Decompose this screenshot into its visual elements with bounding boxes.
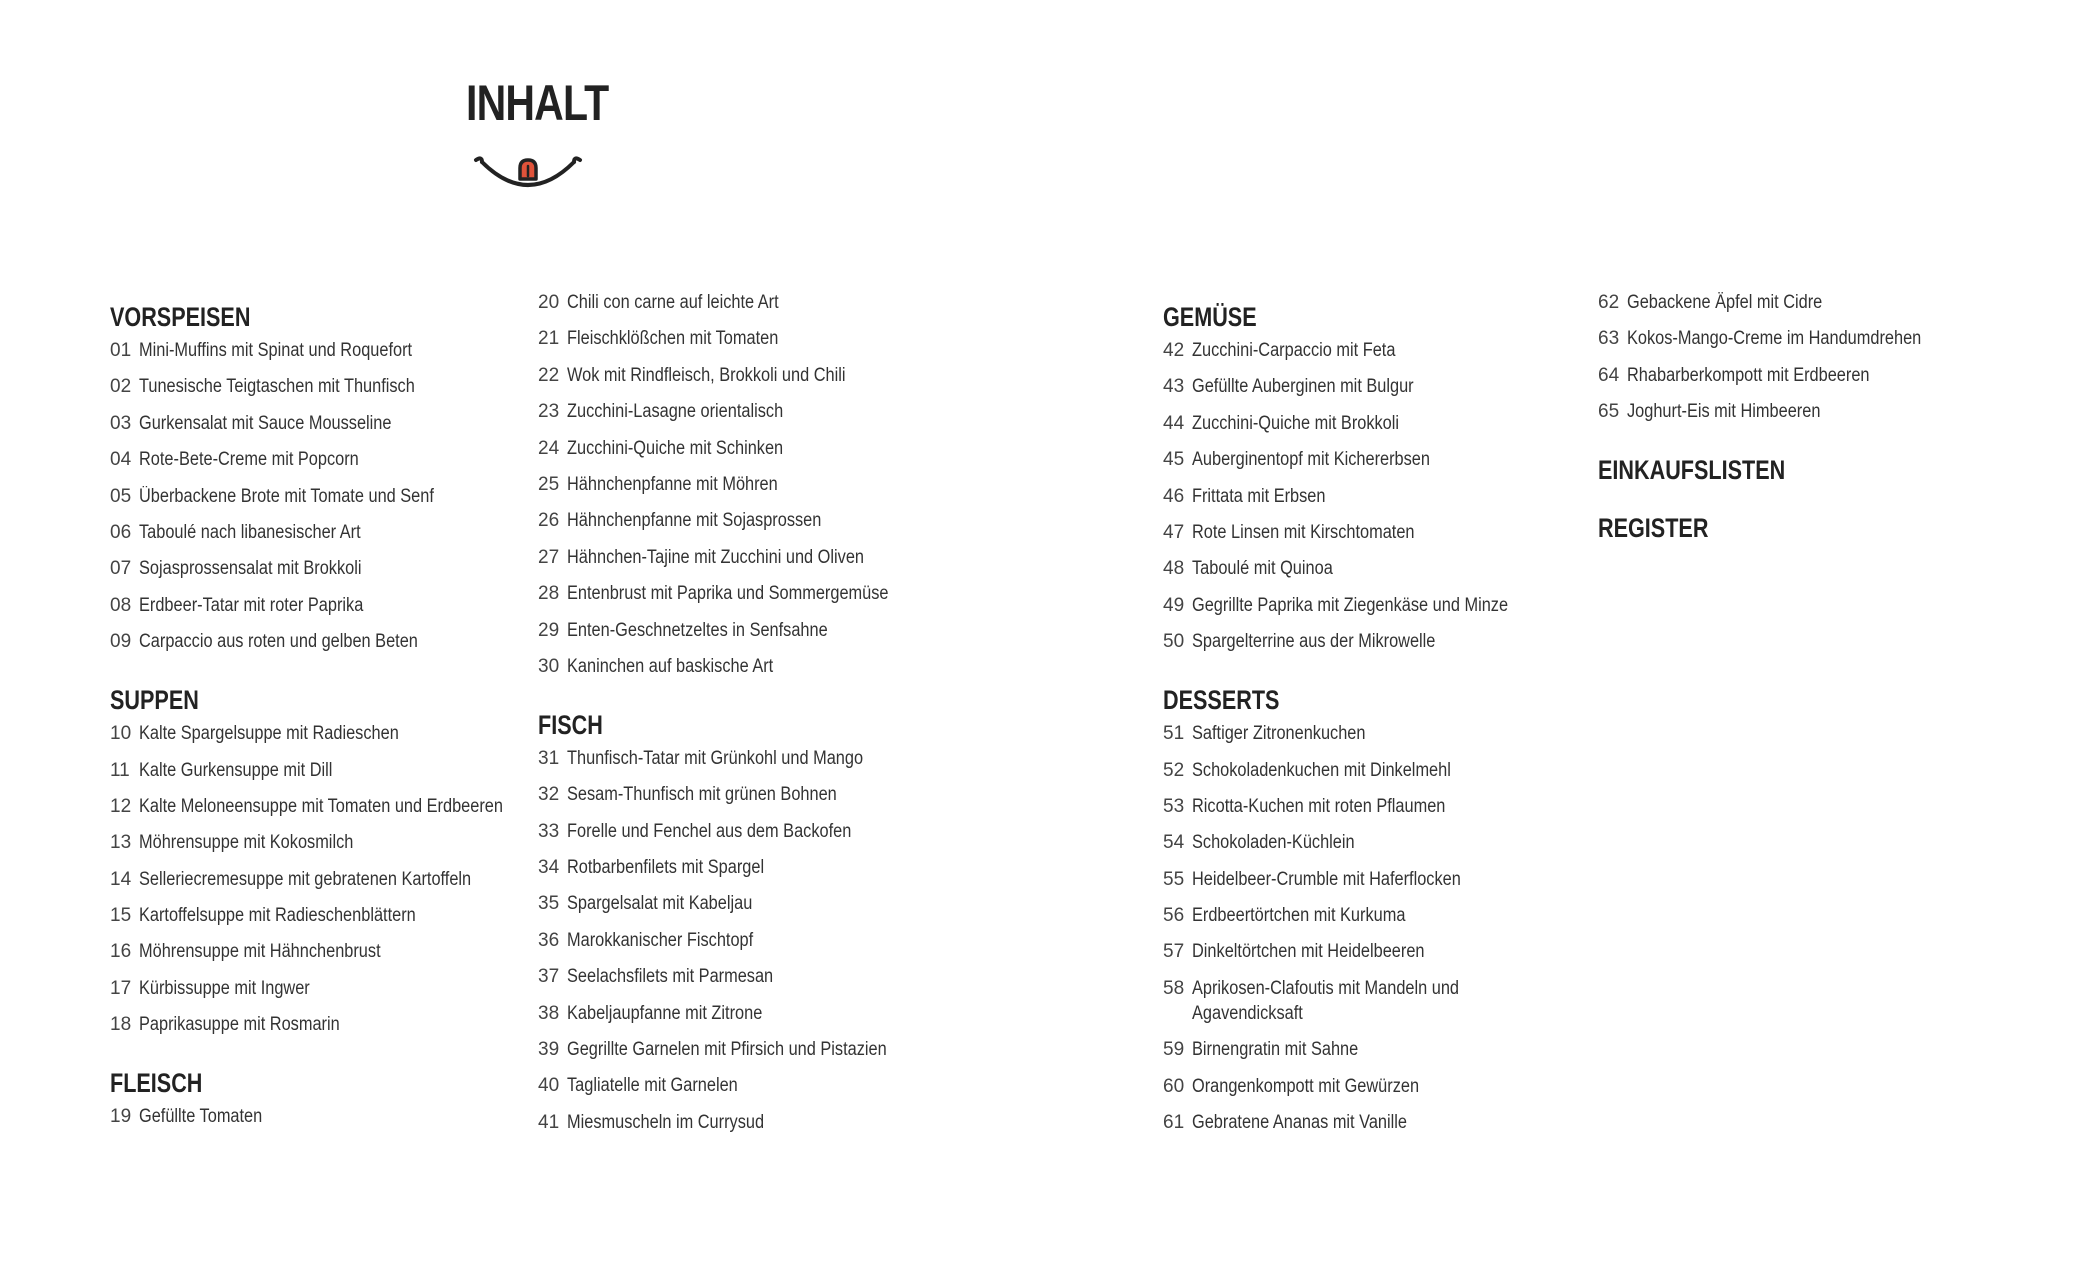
entry-number: 32 [538,784,560,806]
toc-entry[interactable] [110,939,530,964]
entry-number: 03 [110,412,132,434]
toc-entry[interactable] [538,618,958,643]
entry-title: Gurkensalat mit Sauce Mousseline [139,412,392,434]
entry-number: 13 [110,832,132,854]
toc-entry[interactable] [538,855,958,880]
entry-number: 40 [538,1075,560,1097]
entry-title: Überbackene Brote mit Tomate und Senf [139,485,434,507]
toc-column-2 [538,292,958,1162]
entry-title: Mini-Muffins mit Spinat und Roquefort [139,340,413,361]
entry-number: 47 [1163,521,1185,543]
toc-entry[interactable] [538,782,958,807]
toc-entry[interactable] [110,830,530,855]
entry-title: Chili con carne auf leichte Art [567,292,779,313]
toc-entry[interactable] [110,484,530,509]
toc-entry[interactable] [110,867,530,892]
section-vorspeisen [110,298,530,654]
entry-number: 64 [1598,364,1620,386]
entry-title: Thunfisch-Tatar mit Grünkohl und Mango [567,747,864,769]
toc-entry[interactable] [1163,721,1583,746]
section-suppen [110,681,530,1037]
entry-title: Zucchini-Quiche mit Schinken [567,437,784,459]
toc-entry[interactable] [110,903,530,928]
entry-title: Aprikosen-Clafoutis mit Mandeln und Agavendicksaft [1192,977,1460,1024]
entry-number: 16 [110,941,132,963]
entry-title: Dinkeltörtchen mit Heidelbeeren [1192,941,1425,963]
entry-number: 62 [1598,292,1620,313]
section-title: VORSPEISEN [110,302,251,332]
toc-entry[interactable] [538,1110,958,1135]
toc-entry[interactable] [1598,326,2018,351]
toc-entry[interactable] [1163,758,1583,783]
section-fleisch [110,1064,530,1129]
entry-number: 42 [1163,340,1185,361]
entry-title: Heidelbeer-Crumble mit Haferflocken [1192,868,1461,890]
entry-list [538,746,958,1135]
entry-title: Ricotta-Kuchen mit roten Pflaumen [1192,795,1446,817]
entry-number: 09 [110,631,132,653]
entry-number: 37 [538,966,560,988]
section-title: FISCH [538,709,603,740]
toc-entry[interactable] [1163,520,1583,545]
toc-entry[interactable] [1163,629,1583,654]
entry-title: Hähnchen-Tajine mit Zucchini und Oliven [567,546,864,568]
entry-title: Tunesische Teigtaschen mit Thunfisch [139,376,415,398]
toc-entry[interactable] [538,545,958,570]
entry-title: Taboulé nach libanesischer Art [139,521,361,543]
toc-column-3 [1163,298,1583,1162]
entry-number: 52 [1163,759,1185,781]
entry-number: 39 [538,1039,560,1061]
toc-entry[interactable] [538,819,958,844]
entry-number: 45 [1163,449,1185,471]
toc-entry[interactable] [110,411,530,436]
toc-entry[interactable] [110,556,530,581]
entry-title: Gegrillte Paprika mit Ziegenkäse und Minze [1192,594,1509,616]
entry-number: 65 [1598,401,1620,423]
entry-title: Rote Linsen mit Kirschtomaten [1192,521,1415,543]
toc-entry[interactable] [538,472,958,497]
entry-number: 07 [110,558,132,580]
entry-number: 60 [1163,1075,1185,1097]
toc-entry[interactable] [538,363,958,388]
entry-number: 38 [538,1002,560,1024]
entry-number: 35 [538,893,560,915]
entry-list [1163,338,1583,654]
toc-entry[interactable] [1163,593,1583,618]
entry-title: Rotbarbenfilets mit Spargel [567,857,765,879]
entry-number: 19 [110,1106,132,1128]
entry-title: Tagliatelle mit Garnelen [567,1075,738,1097]
entry-title: Gebackene Äpfel mit Cidre [1627,292,1823,313]
entry-number: 55 [1163,868,1185,890]
toc-entry[interactable] [1163,976,1583,1026]
entry-number: 17 [110,977,132,999]
entry-number: 04 [110,449,132,471]
entry-title: Spargelterrine aus der Mikrowelle [1192,631,1436,653]
toc-entry[interactable] [1163,447,1583,472]
page-title: INHALT [466,75,609,131]
toc-entry[interactable] [538,654,958,679]
toc-entry[interactable] [538,891,958,916]
toc-entry[interactable] [538,928,958,953]
entry-number: 12 [110,795,132,817]
entry-title: Kalte Spargelsuppe mit Radieschen [139,723,399,745]
section-title: FLEISCH [110,1068,203,1099]
entry-title: Saftiger Zitronenkuchen [1192,723,1366,745]
entry-title: Kalte Meloneensuppe mit Tomaten und Erdbeeren [139,795,503,817]
toc-entry[interactable] [1163,1037,1583,1062]
entry-number: 02 [110,376,132,398]
toc-entry[interactable] [1163,556,1583,581]
entry-title: Fleischklößchen mit Tomaten [567,328,779,350]
entry-title: Carpaccio aus roten und gelben Beten [139,631,418,653]
entry-number: 57 [1163,941,1185,963]
entry-title: Schokoladenkuchen mit Dinkelmehl [1192,759,1451,781]
entry-number: 56 [1163,905,1185,927]
toc-entry[interactable] [1598,290,2018,315]
entry-number: 29 [538,619,560,641]
toc-entry[interactable] [538,290,958,315]
entry-number: 36 [538,929,560,951]
toc-entry[interactable] [538,436,958,461]
entry-number: 23 [538,401,560,423]
entry-number: 06 [110,521,132,543]
toc-entry[interactable] [110,593,530,618]
entry-list [1163,721,1583,1135]
toc-entry[interactable] [1163,794,1583,819]
entry-title: Rote-Bete-Creme mit Popcorn [139,449,359,471]
entry-title: Hähnchenpfanne mit Sojasprossen [567,510,822,532]
toc-entry[interactable] [538,326,958,351]
toc-entry[interactable] [110,447,530,472]
entry-title: Kabeljaupfanne mit Zitrone [567,1002,763,1024]
toc-entry[interactable] [538,964,958,989]
toc-entry[interactable] [1598,399,2018,424]
smiling-mouth-with-tongue-icon [470,146,586,194]
entry-title: Joghurt-Eis mit Himbeeren [1627,401,1821,423]
entry-list [110,338,530,654]
entry-title: Zucchini-Lasagne orientalisch [567,401,784,423]
entry-number: 26 [538,510,560,532]
toc-entry[interactable] [1163,903,1583,928]
toc-entry[interactable] [538,581,958,606]
entry-title: Orangenkompott mit Gewürzen [1192,1075,1420,1097]
entry-number: 63 [1598,328,1620,350]
entry-title: Gefüllte Tomaten [139,1106,263,1128]
entry-number: 01 [110,340,132,361]
entry-number: 25 [538,473,560,495]
entry-title: Entenbrust mit Paprika und Sommergemüse [567,583,889,605]
entry-number: 18 [110,1014,132,1036]
toc-entry[interactable] [1163,338,1583,363]
entry-number: 30 [538,655,560,677]
entry-title: Erdbeertörtchen mit Kurkuma [1192,905,1406,927]
entry-number: 54 [1163,832,1185,854]
entry-number: 08 [110,594,132,616]
entry-title: Seelachsfilets mit Parmesan [567,966,774,988]
entry-number: 31 [538,747,560,769]
entry-number: 53 [1163,795,1185,817]
toc-entry[interactable] [538,1037,958,1062]
section-fleisch-continued [538,290,958,679]
entry-title: Frittata mit Erbsen [1192,485,1326,507]
entry-title: Möhrensuppe mit Kokosmilch [139,832,354,854]
entry-title: Taboulé mit Quinoa [1192,558,1333,580]
toc-entry[interactable] [1163,484,1583,509]
entry-title: Sojasprossensalat mit Brokkoli [139,558,362,580]
entry-title: Rhabarberkompott mit Erdbeeren [1627,364,1870,386]
entry-number: 46 [1163,485,1185,507]
toc-entry[interactable] [1163,1110,1583,1135]
entry-title: Gebratene Ananas mit Vanille [1192,1112,1407,1134]
toc-entry[interactable] [1163,830,1583,855]
entry-list [1598,290,2018,424]
toc-entry[interactable] [1598,363,2018,388]
section-gemuese [1163,298,1583,654]
entry-title: Kokos-Mango-Creme im Handumdrehen [1627,328,1922,350]
entry-title: Zucchini-Carpaccio mit Feta [1192,340,1396,361]
entry-title: Schokoladen-Küchlein [1192,832,1355,854]
toc-entry[interactable] [1163,411,1583,436]
entry-number: 48 [1163,558,1185,580]
entry-number: 24 [538,437,560,459]
entry-title: Miesmuscheln im Currysud [567,1111,765,1133]
section-fisch [538,706,958,1135]
toc-column-4 [1598,292,2018,567]
toc-entry[interactable] [538,399,958,424]
entry-list [110,721,530,1037]
entry-number: 49 [1163,594,1185,616]
entry-number: 10 [110,723,132,745]
entry-title: Gegrillte Garnelen mit Pfirsich und Pistazien [567,1039,887,1061]
entry-title: Spargelsalat mit Kabeljau [567,893,753,915]
entry-title: Wok mit Rindfleisch, Brokkoli und Chili [567,364,846,386]
section-title: GEMÜSE [1163,302,1257,332]
heading-einkaufslisten[interactable]: EINKAUFSLISTEN [1598,455,1786,486]
entry-number: 14 [110,868,132,890]
toc-entry[interactable] [538,746,958,771]
entry-title: Auberginentopf mit Kichererbsen [1192,449,1430,471]
toc-entry[interactable] [110,1012,530,1037]
entry-number: 21 [538,328,560,350]
toc-entry[interactable] [110,338,530,363]
entry-number: 59 [1163,1039,1185,1061]
entry-title: Paprikasuppe mit Rosmarin [139,1014,340,1036]
entry-number: 11 [110,759,130,781]
toc-entry[interactable] [110,794,530,819]
section-title: DESSERTS [1163,685,1280,716]
entry-number: 15 [110,905,132,927]
toc-entry[interactable] [110,374,530,399]
entry-title: Kaninchen auf baskische Art [567,655,774,677]
toc-entry[interactable] [1163,939,1583,964]
entry-number: 50 [1163,631,1185,653]
toc-entry[interactable] [1163,867,1583,892]
section-desserts-continued [1598,290,2018,424]
toc-entry[interactable] [110,976,530,1001]
toc-entry[interactable] [1163,1074,1583,1099]
entry-title: Kalte Gurkensuppe mit Dill [139,759,333,781]
entry-list [110,1104,530,1129]
entry-list [538,290,958,679]
toc-entry[interactable] [538,1001,958,1026]
toc-entry[interactable] [110,758,530,783]
entry-number: 33 [538,820,560,842]
entry-title: Forelle und Fenchel aus dem Backofen [567,820,852,842]
entry-title: Sesam-Thunfisch mit grünen Bohnen [567,784,837,806]
toc-column-1 [110,298,530,1156]
toc-entry[interactable] [538,508,958,533]
entry-number: 20 [538,292,560,313]
entry-title: Erdbeer-Tatar mit roter Paprika [139,594,364,616]
toc-entry[interactable] [110,1104,530,1129]
entry-number: 22 [538,364,560,386]
toc-entry[interactable] [110,721,530,746]
entry-title: Enten-Geschnetzeltes in Senfsahne [567,619,828,641]
entry-title: Möhrensuppe mit Hähnchenbrust [139,941,381,963]
entry-number: 58 [1163,977,1185,999]
entry-number: 61 [1163,1112,1185,1134]
entry-title: Hähnchenpfanne mit Möhren [567,473,778,495]
toc-entry[interactable] [538,1073,958,1098]
entry-number: 28 [538,583,560,605]
section-desserts [1163,681,1583,1135]
entry-number: 34 [538,857,560,879]
entry-title: Kürbissuppe mit Ingwer [139,977,310,999]
entry-number: 51 [1163,723,1185,745]
entry-number: 43 [1163,376,1185,398]
entry-title: Birnengratin mit Sahne [1192,1039,1359,1061]
entry-title: Kartoffelsuppe mit Radieschenblättern [139,905,416,927]
toc-entry[interactable] [110,629,530,654]
entry-title: Marokkanischer Fischtopf [567,929,754,951]
entry-title: Gefüllte Auberginen mit Bulgur [1192,376,1414,398]
section-title: SUPPEN [110,685,199,716]
entry-number: 44 [1163,412,1185,434]
entry-title: Selleriecremesuppe mit gebratenen Kartoffeln [139,868,472,890]
entry-number: 05 [110,485,132,507]
toc-entry[interactable] [110,520,530,545]
toc-entry[interactable] [1163,374,1583,399]
entry-title: Zucchini-Quiche mit Brokkoli [1192,412,1400,434]
heading-register[interactable]: REGISTER [1598,513,1709,544]
entry-number: 27 [538,546,560,568]
entry-number: 41 [538,1111,560,1133]
